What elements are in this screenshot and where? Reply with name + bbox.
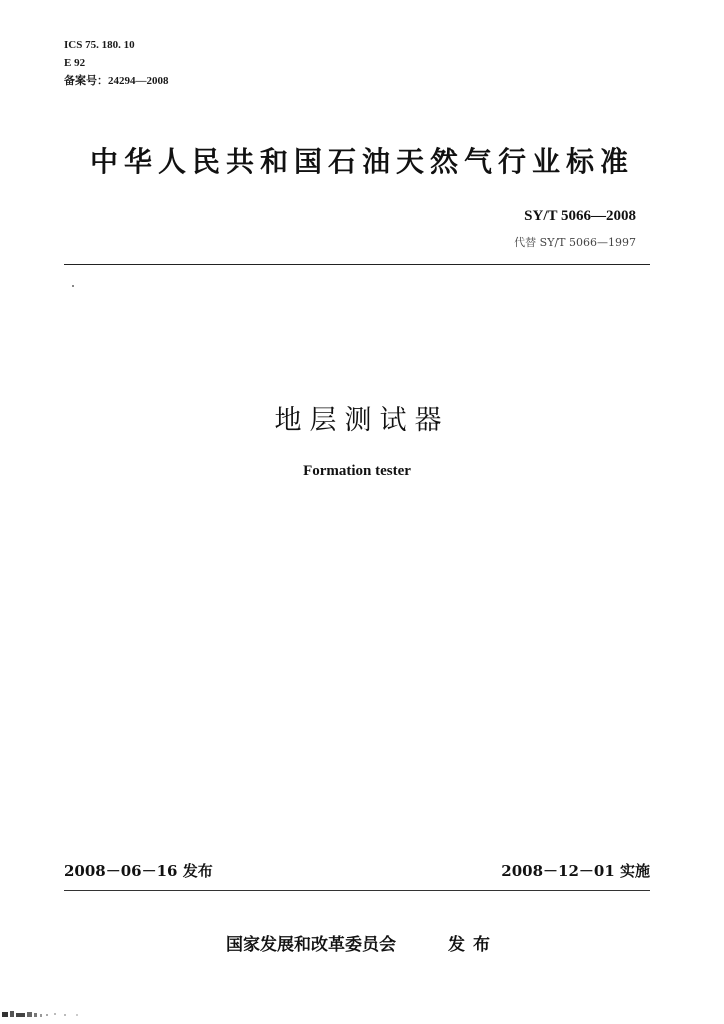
scan-speck [72, 285, 74, 287]
filing-number: 备案号：24294—2008 [64, 75, 169, 87]
sy-logo [472, 44, 600, 122]
implement-date: 2008－12－01 实施 [501, 862, 650, 880]
standard-number: SY/T 5066—2008 [524, 208, 636, 224]
document-title-english: Formation tester [303, 463, 411, 479]
bottom-divider [64, 890, 650, 891]
header-meta [64, 36, 169, 90]
scan-noise-mark [2, 1008, 98, 1020]
category-code: E 92 [64, 57, 86, 69]
ics-code: ICS 75. 180. 10 [64, 39, 135, 51]
issue-action: 发布 [448, 935, 498, 955]
top-divider [64, 264, 650, 265]
document-title: 地层测试器 [274, 405, 450, 436]
org-title: 中华人民共和国石油天然气行业标准 [89, 145, 634, 178]
publish-date: 2008－06－16 发布 [64, 862, 213, 880]
replaces-standard: 代替 SY/T 5066—1997 [514, 236, 636, 249]
issuing-authority: 国家发展和改革委员会 [226, 935, 396, 955]
